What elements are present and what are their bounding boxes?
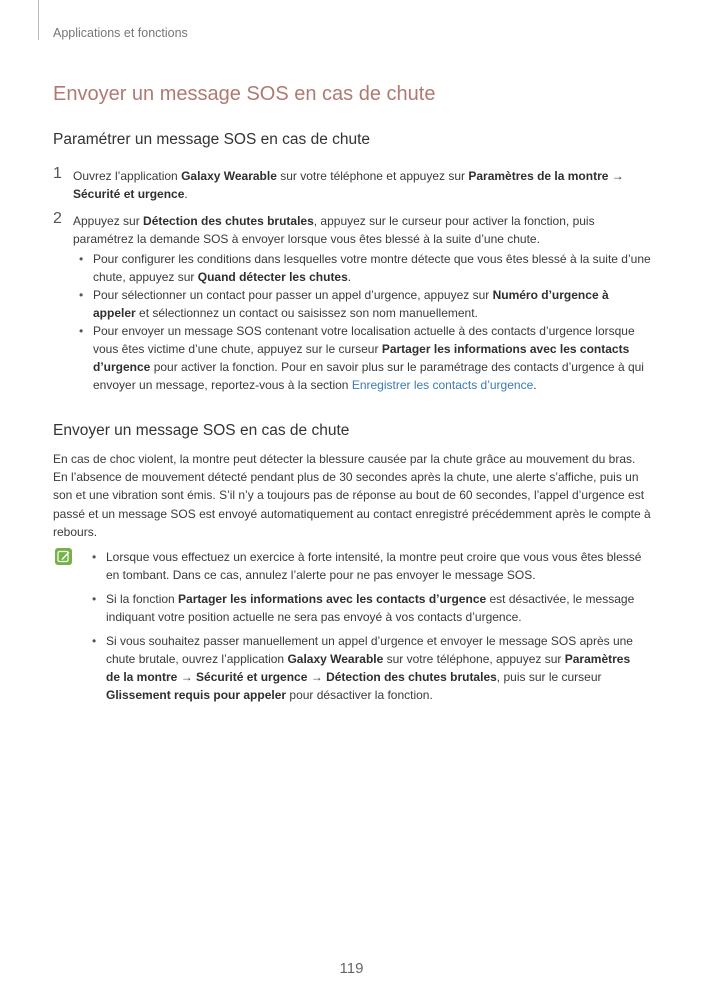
list-item: • Pour configurer les conditions dans lesquelles votre montre détecte que vous êtes blessé à la suite d’une chute, appuyez sur Quand détecter les chutes.: [73, 250, 653, 286]
menu-item: Détection des chutes brutales: [143, 214, 314, 228]
list-item: • Pour envoyer un message SOS contenant votre localisation actuelle à des contacts d’urgence lorsque vous êtes victime d’une chute, appuyez sur le curseur Partager les informations avec les contacts d’urgence pour activer la fonction. Pour en savoir plus sur le paramétrage des contacts d’urgence à qui envoyer un message, reportez-vous à la section Enregistrer les contacts d’urgence.: [73, 322, 653, 394]
section-heading-send: Envoyer un message SOS en cas de chute: [53, 422, 350, 439]
note-icon: [55, 548, 72, 565]
notes-list: [86, 548, 646, 704]
note-item: • Si la fonction Partager les informations avec les contacts d’urgence est désactivée, le message indiquant votre position actuelle ne sera pas envoyé à vos contacts d’urgence.: [86, 590, 646, 626]
section-link[interactable]: Enregistrer les contacts d’urgence: [351, 378, 534, 392]
notes: [86, 546, 646, 710]
menu-path: Paramètres de la montre →: [468, 169, 624, 183]
menu-path: Sécurité et urgence: [73, 187, 185, 201]
step-2: [53, 212, 653, 394]
step-text: Ouvrez l’application Galaxy Wearable sur votre téléphone et appuyez sur Paramètres de la montre → Sécurité et urgence.: [73, 169, 624, 201]
step-bullets: [73, 250, 653, 394]
note-item: • Si vous souhaitez passer manuellement un appel d’urgence et envoyer le message SOS après une chute brutale, ouvrez l’application Galaxy Wearable sur votre téléphone, appuyez sur Paramètres de la montre → Sécurité et urgence → Détection des chutes brutales, puis sur le curseur Glissement requis pour appeler pour désactiver la fonction.: [86, 632, 646, 704]
breadcrumb: Applications et fonctions: [53, 26, 188, 40]
app-name: Galaxy Wearable: [181, 169, 277, 183]
note-item: • Lorsque vous effectuez un exercice à forte intensité, la montre peut croire que vous vous êtes blessé en tombant. Dans ce cas, annulez l’alerte pour ne pas envoyer le message SOS.: [86, 548, 646, 584]
page-title: Envoyer un message SOS en cas de chute: [53, 83, 436, 105]
step-text: Appuyez sur Détection des chutes brutales, appuyez sur le curseur pour activer la fonction, puis paramétrez la demande SOS à envoyer lorsque vous êtes blessé à la suite d’une chute. • Pour configurer les conditions dans lesquelles votre montre détecte que vous êtes blessé à la suite d’une chute, appuyez sur Quand détecter les chutes. • Pour sélectionner un contact pour passer un appel d’urgence, appuyez sur Numéro d’urgence à appeler et sélectionnez un contact ou saisissez son nom manuellement. • Pour envoyer un message SOS contenant votre localisation actuelle à des contacts d’urgence lorsque vous êtes victime d’une chute, appuyez sur le curseur Partager les informations avec les contacts d’urgence pour activer la fonction. Pour en savoir plus sur le paramétrage des contacts d’urgence à qui envoyer un message, reportez-vous à la section Enregistrer les contacts d’urgence.: [73, 212, 653, 394]
step-number: 2: [53, 210, 62, 227]
body-paragraph: En cas de choc violent, la montre peut détecter la blessure causée par la chute grâce au mouvement du bras. En l’absence de mouvement détecté pendant plus de 30 secondes après la chute, une alerte s’affiche, puis un son et une vibration sont émis. S’il n’y a toujours pas de réponse au bout de 60 secondes, l’appel d’urgence est passé et un message SOS est envoyé automatiquement au contact enregistré précédemment après le compte à rebours.: [53, 452, 651, 539]
page-number: 119: [339, 960, 364, 977]
step-1: [53, 167, 653, 203]
list-item: • Pour sélectionner un contact pour passer un appel d’urgence, appuyez sur Numéro d’urgence à appeler et sélectionnez un contact ou saisissez son nom manuellement.: [73, 286, 653, 322]
header-rule: [38, 0, 39, 40]
section-heading-setup: Paramétrer un message SOS en cas de chute: [53, 131, 371, 148]
step-number: 1: [53, 165, 62, 182]
